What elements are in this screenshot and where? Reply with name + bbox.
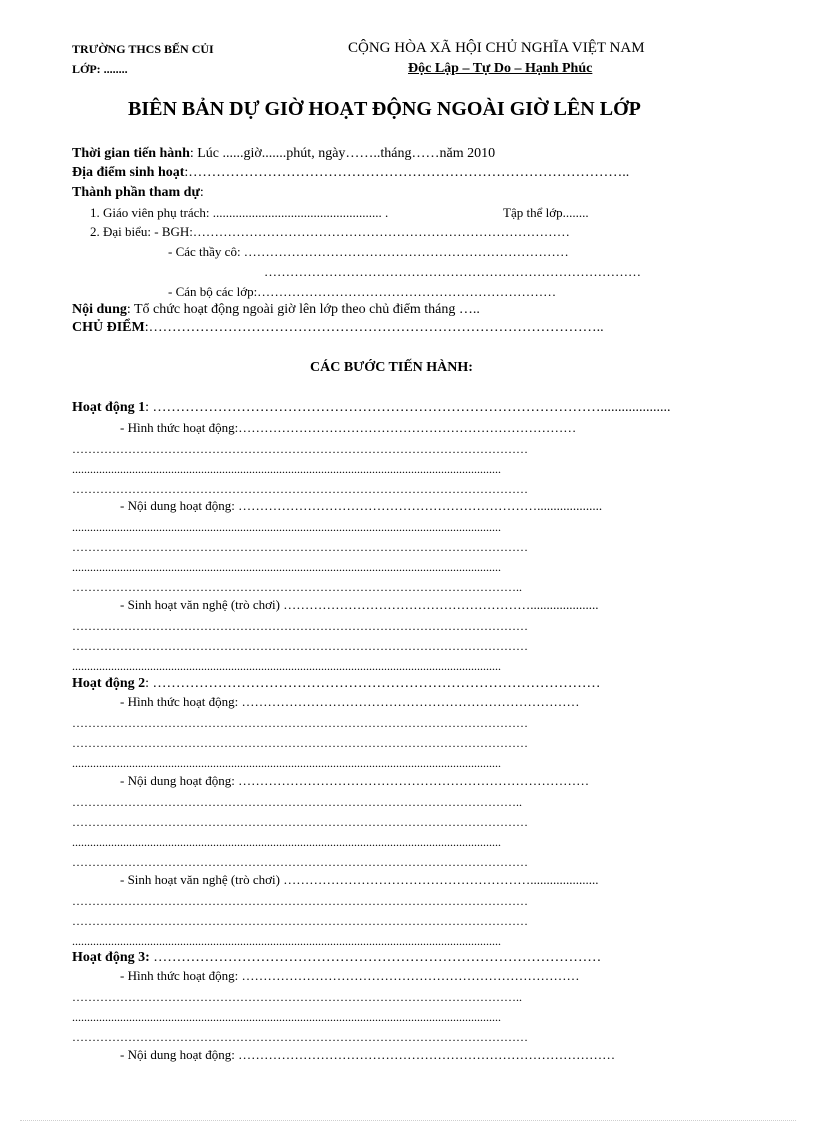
activity2-content: - Nội dung hoạt động: ……………………………………………………………………… [120, 773, 590, 788]
activity2-heading [72, 676, 601, 692]
activity3-form: - Hình thức hoạt động: …………………………………………………………………… [120, 968, 580, 983]
content-value: : Tổ chức hoạt động ngoài giờ lên lớp theo chủ điểm tháng ….. [126, 302, 480, 317]
dotted-line: …………………………………………………………………………………………………… [72, 639, 528, 653]
nation-name: CỘNG HÒA XÃ HỘI CHỦ NGHĨA VIỆT NAM [348, 40, 645, 56]
activity1-content: - Nội dung hoạt động: …………………………………………………………….................... [120, 498, 603, 513]
time-value: : Lúc ......giờ.......phút, ngày……..tháng……năm 2010 [189, 146, 496, 161]
activity1-arts: - Sinh hoạt văn nghệ (trò chơi) …………………………………………………..................... [120, 597, 599, 612]
participants-label: Thành phần tham dự [72, 185, 200, 200]
activity2-form: - Hình thức hoạt động: …………………………………………………………………… [120, 694, 580, 709]
dotted-line: …………………………………………………………………………………………………… [72, 815, 528, 829]
dotted-line: ............................................................................................................................................... [72, 659, 501, 673]
dotted-line: …………………………………………………………………………………………………… [72, 855, 528, 869]
steps-heading: CÁC BƯỚC TIẾN HÀNH: [310, 360, 473, 375]
activity1-heading [72, 400, 671, 416]
activity3-heading [72, 950, 601, 966]
activity2-arts: - Sinh hoạt văn nghệ (trò chơi) …………………………………………………..................... [120, 872, 599, 887]
activity3-content: - Nội dung hoạt động: …………………………………………………………………………… [120, 1047, 616, 1062]
dotted-line: …………………………………………………………………………………………………… [72, 716, 528, 730]
dotted-line: ............................................................................................................................................... [72, 1010, 501, 1024]
teacher-line: 1. Giáo viên phụ trách: .................................................... . [90, 205, 389, 220]
dotted-line: ............................................................................................................................................... [72, 835, 501, 849]
dotted-line: ………………………………………………………………………………………………….. [72, 990, 522, 1004]
dotted-line: ………………………………………………………………………………………………….. [72, 795, 522, 809]
page-edge-divider [20, 1120, 796, 1121]
dotted-line: ............................................................................................................................................... [72, 934, 501, 948]
theme-label: CHỦ ĐIỂM [72, 320, 145, 335]
dotted-line: …………………………………………………………………………………………………… [72, 736, 528, 750]
dotted-line: …………………………………………………………………………………………………… [72, 914, 528, 928]
theme-value: :…………………………………………………………………………………….. [144, 320, 604, 335]
time-row [72, 146, 495, 162]
activity1-form: - Hình thức hoạt động:…………………………………………………………………… [120, 420, 577, 435]
activity2-label: Hoạt động 2 [72, 676, 146, 691]
place-row [72, 165, 629, 181]
activity2-tail: : …………………………………………………………………………………… [145, 676, 601, 691]
teachers-continuation: …………………………………………………………………………… [264, 264, 641, 279]
activity3-label: Hoạt động 3: [72, 950, 150, 965]
participants-row [72, 185, 204, 201]
content-label: Nội dung [72, 302, 127, 317]
activity1-label: Hoạt động 1 [72, 400, 146, 415]
dotted-line: …………………………………………………………………………………………………… [72, 482, 528, 496]
dotted-line: …………………………………………………………………………………………………… [72, 442, 528, 456]
place-label: Địa điểm sinh hoạt [72, 165, 185, 180]
dotted-line: …………………………………………………………………………………………………… [72, 894, 528, 908]
class-label: LỚP: ........ [72, 62, 128, 76]
school-name: TRƯỜNG THCS BẾN CỦI [72, 42, 214, 56]
dotted-line: ............................................................................................................................................... [72, 756, 501, 770]
dotted-line: …………………………………………………………………………………………………… [72, 1030, 528, 1044]
place-value: :………………………………………………………………………………….. [184, 165, 630, 180]
dotted-line: ………………………………………………………………………………………………….. [72, 580, 522, 594]
dotted-line: …………………………………………………………………………………………………… [72, 540, 528, 554]
teachers-line: - Các thầy cô: ………………………………………………………………… [168, 244, 569, 259]
cadres-line: - Cán bộ các lớp:…………………………………………………………… [168, 284, 557, 299]
class-collective: Tập thể lớp........ [503, 205, 589, 220]
participants-colon: : [199, 185, 204, 200]
page-title: BIÊN BẢN DỰ GIỜ HOẠT ĐỘNG NGOÀI GIỜ LÊN LỚP [128, 98, 641, 120]
dotted-line: ............................................................................................................................................... [72, 462, 501, 476]
dotted-line: …………………………………………………………………………………………………… [72, 619, 528, 633]
motto: Độc Lập – Tự Do – Hạnh Phúc [408, 61, 593, 76]
content-row [72, 302, 480, 318]
time-label: Thời gian tiến hành [72, 146, 190, 161]
activity3-tail: …………………………………………………………………………………… [149, 950, 602, 965]
dotted-line: ............................................................................................................................................... [72, 560, 501, 574]
activity1-tail: : …………………………………………………………………………………….................... [145, 400, 671, 415]
dotted-line: ............................................................................................................................................... [72, 520, 501, 534]
theme-row [72, 320, 604, 336]
delegates-line: 2. Đại biểu: - BGH:…………………………………………………………………………… [90, 224, 570, 239]
